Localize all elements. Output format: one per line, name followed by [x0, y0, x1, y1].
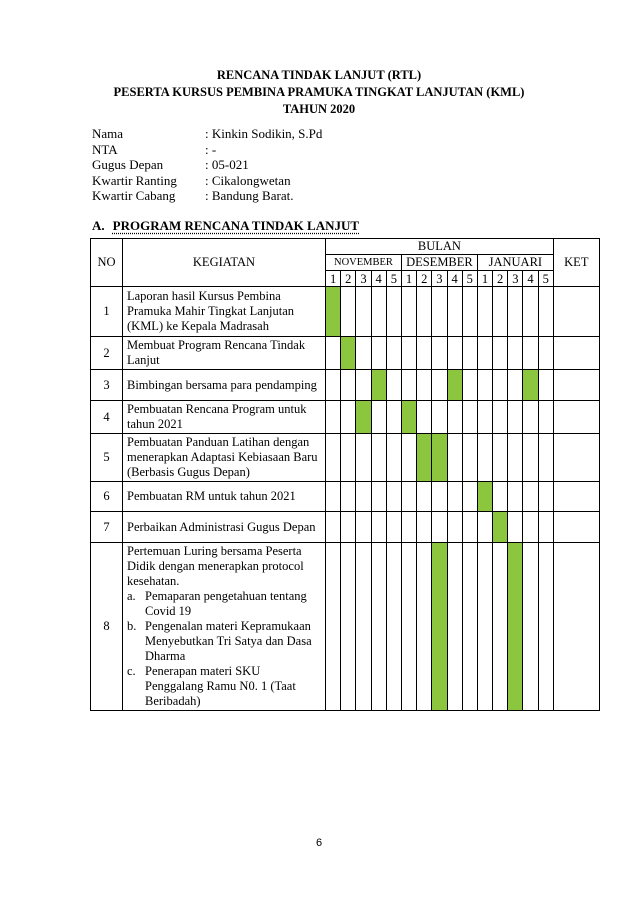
ket-cell [553, 287, 599, 337]
activity-cell [123, 287, 326, 337]
schedule-cell [417, 482, 432, 512]
ket-cell [553, 401, 599, 434]
schedule-cell [356, 337, 371, 370]
schedule-cell [477, 401, 492, 434]
rtl-table [90, 238, 600, 711]
header-bulan: BULAN [326, 239, 554, 255]
schedule-cell [462, 337, 477, 370]
schedule-cell [523, 337, 538, 370]
schedule-mark [401, 401, 416, 434]
schedule-mark [493, 512, 508, 543]
subitem-text: Pemaparan pengetahuan tentang Covid 19 [145, 589, 307, 618]
schedule-cell [508, 512, 523, 543]
schedule-cell [386, 543, 401, 711]
schedule-cell [326, 337, 341, 370]
schedule-cell [508, 337, 523, 370]
schedule-cell [326, 543, 341, 711]
row-number: 3 [91, 370, 123, 401]
activity-subitem [127, 589, 321, 619]
schedule-cell [523, 287, 538, 337]
schedule-cell [538, 543, 553, 711]
schedule-cell [447, 482, 462, 512]
subitem-text: Penerapan materi SKU Penggalang Ramu N0. 1 (Taat Beribadah) [145, 664, 296, 708]
month-januari: JANUARI [477, 255, 553, 271]
schedule-cell [401, 370, 416, 401]
schedule-cell [417, 287, 432, 337]
section-title: PROGRAM RENCANA TINDAK LANJUT [112, 218, 360, 233]
schedule-cell [462, 482, 477, 512]
schedule-cell [417, 401, 432, 434]
header-no: NO [91, 239, 123, 287]
schedule-cell [493, 434, 508, 482]
schedule-mark [432, 434, 447, 482]
schedule-cell [386, 482, 401, 512]
schedule-cell [477, 512, 492, 543]
schedule-cell [432, 287, 447, 337]
ket-cell [553, 337, 599, 370]
schedule-cell [371, 337, 386, 370]
activity-text: Membuat Program Rencana Tindak Lanjut [127, 338, 306, 367]
subitem-letter: a. [127, 589, 136, 603]
week-number: 3 [508, 271, 523, 287]
schedule-cell [371, 512, 386, 543]
schedule-cell [326, 401, 341, 434]
schedule-cell [508, 482, 523, 512]
table-row [91, 287, 600, 337]
row-number: 4 [91, 401, 123, 434]
schedule-cell [538, 337, 553, 370]
schedule-cell [493, 482, 508, 512]
schedule-cell [523, 434, 538, 482]
schedule-cell [462, 512, 477, 543]
identity-label: NTA [92, 141, 118, 157]
schedule-cell [447, 512, 462, 543]
schedule-cell [493, 287, 508, 337]
doc-title-line2: PESERTA KURSUS PEMBINA PRAMUKA TINGKAT LANJUTAN (KML) [113, 85, 525, 99]
schedule-cell [386, 401, 401, 434]
schedule-cell [523, 401, 538, 434]
schedule-cell [326, 370, 341, 401]
identity-label: Kwartir Cabang [92, 188, 176, 203]
schedule-cell [386, 337, 401, 370]
activity-text: Perbaikan Administrasi Gugus Depan [127, 519, 316, 534]
schedule-cell [523, 482, 538, 512]
schedule-cell [447, 434, 462, 482]
schedule-cell [523, 543, 538, 711]
identity-row-nama [92, 126, 322, 142]
row-number: 8 [91, 543, 123, 711]
schedule-cell [356, 543, 371, 711]
row-number: 1 [91, 287, 123, 337]
schedule-cell [508, 401, 523, 434]
ket-cell [553, 370, 599, 401]
week-number: 3 [432, 271, 447, 287]
schedule-cell [432, 401, 447, 434]
ket-cell [553, 543, 599, 711]
schedule-cell [371, 401, 386, 434]
schedule-cell [447, 287, 462, 337]
subitem-letter: c. [127, 664, 136, 678]
activity-text: Pembuatan Rencana Program untuk tahun 2021 [127, 402, 307, 431]
schedule-cell [447, 337, 462, 370]
schedule-cell [477, 337, 492, 370]
identity-label: Nama [92, 126, 124, 141]
schedule-mark [371, 370, 386, 401]
week-number: 4 [523, 271, 538, 287]
activity-text: Pertemuan Luring bersama Peserta Didik dengan menerapkan protocol kesehatan. [127, 544, 304, 588]
schedule-mark [417, 434, 432, 482]
schedule-cell [477, 434, 492, 482]
activity-cell [123, 434, 326, 482]
table-row [91, 482, 600, 512]
schedule-cell [508, 370, 523, 401]
row-number: 6 [91, 482, 123, 512]
section-heading [92, 218, 359, 234]
week-number: 2 [417, 271, 432, 287]
schedule-cell [401, 512, 416, 543]
schedule-cell [356, 287, 371, 337]
doc-title-line3: TAHUN 2020 [282, 102, 356, 116]
schedule-cell [538, 401, 553, 434]
schedule-mark [356, 401, 371, 434]
schedule-cell [417, 370, 432, 401]
identity-value: : Cikalongwetan [205, 172, 291, 188]
schedule-cell [401, 482, 416, 512]
subitem-letter: b. [127, 619, 137, 633]
month-november: NOVEMBER [326, 255, 402, 271]
identity-value: : Bandung Barat. [205, 188, 294, 203]
subitem-text: Pengenalan materi Kepramukaan Menyebutkan Tri Satya dan Dasa Dharma [145, 619, 312, 663]
identity-value: : - [205, 141, 217, 157]
activity-cell [123, 482, 326, 512]
schedule-cell [508, 287, 523, 337]
schedule-cell [356, 434, 371, 482]
table-row [91, 543, 600, 711]
table-row [91, 370, 600, 401]
week-number: 3 [356, 271, 371, 287]
page-number: 6 [315, 837, 323, 849]
schedule-cell [356, 370, 371, 401]
schedule-cell [371, 482, 386, 512]
doc-title-line1: RENCANA TINDAK LANJUT (RTL) [216, 68, 422, 82]
schedule-cell [462, 287, 477, 337]
row-number: 7 [91, 512, 123, 543]
schedule-cell [341, 482, 356, 512]
week-number: 4 [447, 271, 462, 287]
schedule-cell [417, 337, 432, 370]
schedule-cell [386, 434, 401, 482]
schedule-cell [493, 401, 508, 434]
activity-text: Pembuatan Panduan Latihan dengan menerapkan Adaptasi Kebiasaan Baru (Berbasis Gugus Depan) [127, 435, 318, 479]
schedule-cell [538, 512, 553, 543]
header-kegiatan: KEGIATAN [123, 239, 326, 287]
schedule-cell [417, 512, 432, 543]
week-number: 1 [326, 271, 341, 287]
schedule-cell [341, 543, 356, 711]
identity-row-nta [92, 142, 322, 158]
schedule-cell [432, 512, 447, 543]
week-number: 1 [401, 271, 416, 287]
schedule-cell [523, 512, 538, 543]
table-row [91, 434, 600, 482]
activity-text: Bimbingan bersama para pendamping [127, 377, 317, 392]
schedule-cell [447, 543, 462, 711]
schedule-cell [326, 434, 341, 482]
schedule-cell [493, 337, 508, 370]
schedule-cell [326, 482, 341, 512]
schedule-cell [401, 434, 416, 482]
week-number: 5 [462, 271, 477, 287]
schedule-mark [326, 287, 341, 337]
schedule-cell [341, 401, 356, 434]
schedule-cell [401, 337, 416, 370]
identity-block [92, 126, 322, 204]
schedule-cell [477, 287, 492, 337]
schedule-cell [462, 401, 477, 434]
activity-cell [123, 512, 326, 543]
schedule-cell [508, 434, 523, 482]
schedule-cell [432, 370, 447, 401]
schedule-cell [326, 512, 341, 543]
schedule-cell [371, 543, 386, 711]
section-letter: A. [92, 218, 105, 233]
schedule-cell [493, 370, 508, 401]
identity-value: : 05-021 [205, 157, 249, 172]
table-row [91, 512, 600, 543]
week-number: 2 [341, 271, 356, 287]
schedule-mark [447, 370, 462, 401]
activity-subitem [127, 619, 321, 664]
activity-cell [123, 370, 326, 401]
activity-cell [123, 401, 326, 434]
schedule-mark [341, 337, 356, 370]
schedule-cell [447, 401, 462, 434]
schedule-cell [371, 434, 386, 482]
month-desember: DESEMBER [401, 255, 477, 271]
schedule-cell [432, 337, 447, 370]
activity-cell [123, 543, 326, 711]
week-number: 5 [386, 271, 401, 287]
schedule-mark [477, 482, 492, 512]
schedule-cell [401, 287, 416, 337]
row-number: 5 [91, 434, 123, 482]
identity-label: Kwartir Ranting [92, 172, 177, 188]
schedule-cell [538, 370, 553, 401]
schedule-cell [493, 543, 508, 711]
schedule-cell [356, 512, 371, 543]
identity-row-kwartir-ranting [92, 173, 322, 189]
activity-text: Pembuatan RM untuk tahun 2021 [127, 489, 296, 503]
week-number: 1 [477, 271, 492, 287]
schedule-cell [477, 543, 492, 711]
schedule-cell [401, 543, 416, 711]
schedule-cell [432, 482, 447, 512]
schedule-cell [538, 482, 553, 512]
schedule-cell [386, 287, 401, 337]
ket-cell [553, 434, 599, 482]
schedule-cell [538, 434, 553, 482]
activity-text: Laporan hasil Kursus Pembina Pramuka Mahir Tingkat Lanjutan (KML) ke Kepala Madrasah [127, 289, 294, 333]
schedule-cell [462, 370, 477, 401]
schedule-cell [538, 287, 553, 337]
schedule-cell [341, 287, 356, 337]
identity-value: : Kinkin Sodikin, S.Pd [205, 126, 323, 141]
identity-row-kwartir-cabang [92, 188, 322, 204]
schedule-cell [462, 434, 477, 482]
activity-subitem [127, 664, 321, 709]
schedule-cell [341, 370, 356, 401]
schedule-cell [417, 543, 432, 711]
schedule-mark [432, 543, 447, 711]
schedule-cell [462, 543, 477, 711]
header-ket: KET [553, 239, 599, 287]
schedule-cell [386, 370, 401, 401]
week-number: 2 [493, 271, 508, 287]
week-number: 4 [371, 271, 386, 287]
activity-cell [123, 337, 326, 370]
schedule-cell [356, 482, 371, 512]
schedule-cell [341, 512, 356, 543]
identity-row-gugus-depan [92, 157, 322, 173]
ket-cell [553, 512, 599, 543]
row-number: 2 [91, 337, 123, 370]
schedule-mark [523, 370, 538, 401]
week-number: 5 [538, 271, 553, 287]
ket-cell [553, 482, 599, 512]
table-row [91, 337, 600, 370]
schedule-cell [371, 287, 386, 337]
identity-label: Gugus Depan [92, 157, 164, 172]
table-row [91, 401, 600, 434]
schedule-cell [341, 434, 356, 482]
schedule-mark [508, 543, 523, 711]
schedule-cell [386, 512, 401, 543]
schedule-cell [477, 370, 492, 401]
